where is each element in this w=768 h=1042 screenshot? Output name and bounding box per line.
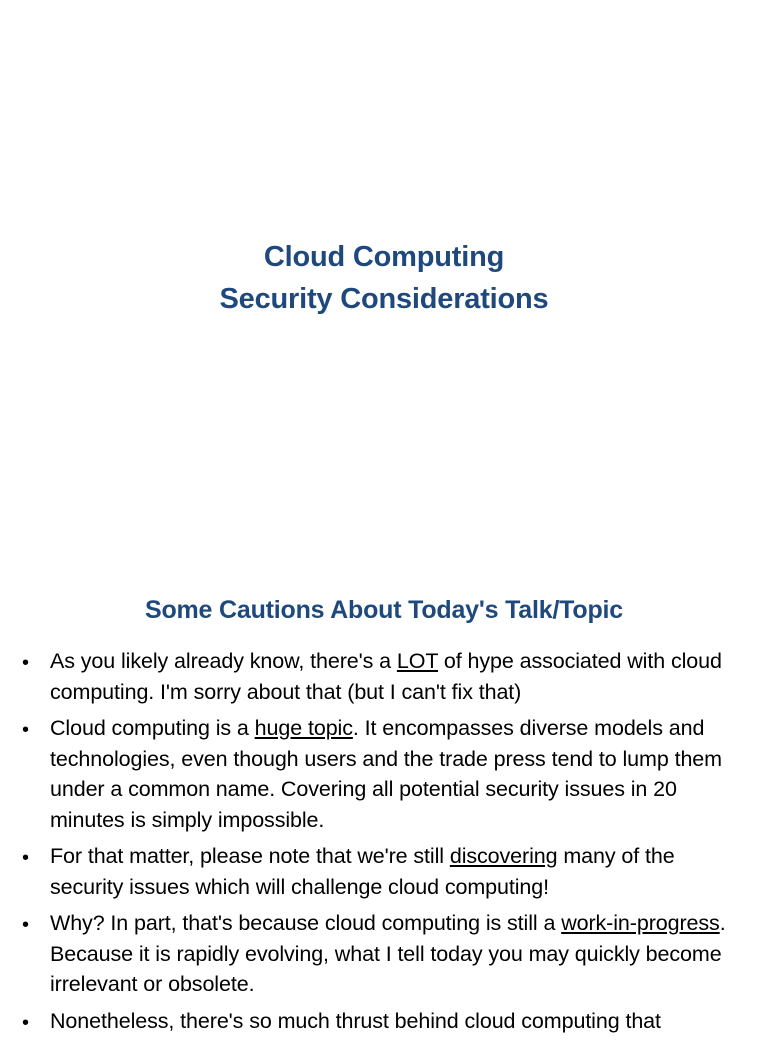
- bullet-text: Cloud computing is a: [50, 716, 255, 740]
- bullet-item: [0, 841, 768, 902]
- bullet-dot: •: [22, 652, 29, 674]
- title-line-2: Security Considerations: [219, 283, 549, 315]
- bullet-text: Nonetheless, there's so much thrust behind cloud computing that: [50, 1008, 661, 1033]
- bullet-dot: •: [22, 1011, 29, 1034]
- bullet-item: [0, 646, 768, 707]
- cautions-slide: [0, 570, 768, 1034]
- bullet-text: As you likely already know, there's a: [50, 649, 397, 673]
- bullet-dot: •: [22, 914, 29, 936]
- bullet-list: [0, 646, 768, 1042]
- bullet-emphasis: LOT: [396, 649, 439, 673]
- bullet-text: . Because it is rapidly evolving, what I tell today you may quickly become irrelevant or obsolete.: [50, 911, 726, 996]
- bullet-dot: •: [22, 847, 29, 869]
- bullet-text: many of the security issues which will challenge cloud computing!: [50, 844, 675, 899]
- bullet-item: [0, 1006, 768, 1037]
- bullet-item: [0, 908, 768, 1000]
- slide-heading: Some Cautions About Today's Talk/Topic: [144, 596, 623, 624]
- bullet-text: . It encompasses diverse models and technologies, even though users and the trade press tend to lump them under a common name. Covering all potential security issues in 20 minutes is simply impossible.: [50, 716, 722, 832]
- bullet-dot: •: [22, 719, 29, 741]
- bullet-emphasis: huge topic: [254, 716, 353, 740]
- bullet-emphasis: discovering: [449, 844, 558, 868]
- slide-title: [0, 236, 768, 320]
- bullet-text: For that matter, please note that we're still: [50, 844, 450, 868]
- bullet-item: [0, 713, 768, 835]
- bullet-text: Why? In part, that's because cloud computing is still a: [50, 911, 562, 935]
- bullet-text: of hype associated with cloud computing. I'm sorry about that (but I can't fix that): [50, 649, 722, 704]
- bullet-emphasis: work-in-progress: [561, 911, 720, 935]
- title-line-1: Cloud Computing: [263, 241, 505, 273]
